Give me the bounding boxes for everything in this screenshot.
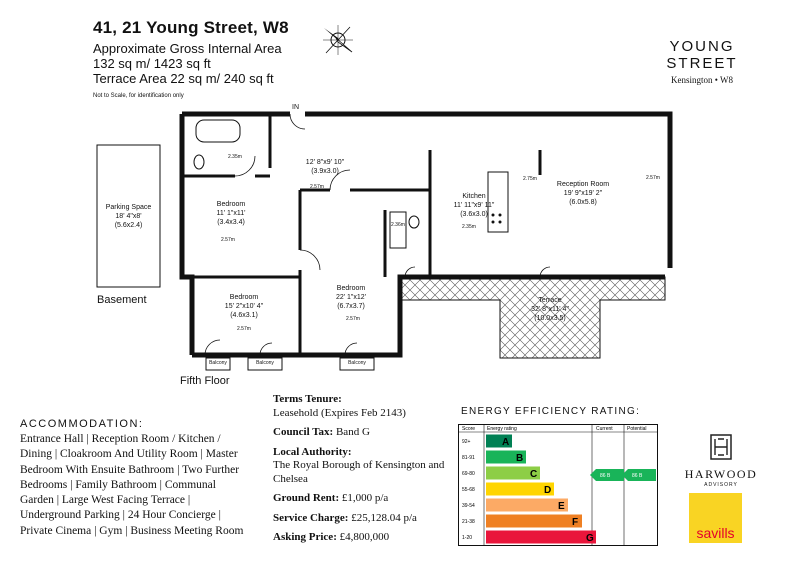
asking-price-label: Asking Price: xyxy=(273,531,337,543)
service-charge-value: £25,128.04 p/a xyxy=(351,511,417,524)
terrace-label: Terrace 32' 8"x11' 4" (10.0x3.5) xyxy=(531,297,569,322)
floor-label: Fifth Floor xyxy=(180,375,230,387)
eer-band-letter: D xyxy=(544,485,552,496)
accommodation-text: Entrance Hall | Reception Room / Kitchen / Dining | Cloakroom And Utility Room | Master Bedroom With Ensuite Bathroom | Two Further Bedrooms | Family Bathroom | Communal Garden | Large West Facing Terrace | Underground Parking | 24 Hour Concierge | Private Cinema | Gym | Business Meeting Room xyxy=(20,433,244,537)
tenure-value: Leasehold (Expires Feb 2143) xyxy=(273,406,406,419)
brand-line1: YOUNG xyxy=(669,38,735,55)
savills-name: savills xyxy=(696,525,735,541)
reception-height: 2.57m xyxy=(646,175,660,181)
eer-band-letter: G xyxy=(586,533,594,544)
eer-current-value: 86 B xyxy=(600,473,611,479)
bedroom1-height: 2.57m xyxy=(221,237,235,243)
eer-potential-value: 86 B xyxy=(632,473,643,479)
balcony-label: Balcony xyxy=(256,360,274,366)
bath-height: 2.35m xyxy=(228,154,242,160)
parking-label: Parking Space 18' 4"x8' (5.6x2.4) xyxy=(105,204,152,229)
harwood-name: HARWOOD xyxy=(684,467,758,481)
balcony-label: Balcony xyxy=(348,360,366,366)
scale-disclaimer: Not to Scale, for identification only xyxy=(93,93,184,99)
in-label: IN xyxy=(292,104,299,111)
eer-col-rating: Energy rating xyxy=(487,426,517,432)
eer-band-range: 21-38 xyxy=(462,519,475,525)
reception-label: Reception Room 19' 9"x19' 2" (6.0x5.8) xyxy=(556,181,610,206)
property-title: 41, 21 Young Street, W8 xyxy=(93,18,289,37)
council-tax-value: Band G xyxy=(335,426,370,438)
harwood-sub: ADVISORY xyxy=(704,482,738,488)
wall xyxy=(182,114,192,355)
eer-band-range: 1-20 xyxy=(462,535,473,541)
ground-rent-value: £1,000 p/a xyxy=(341,492,389,504)
eer-band-letter: A xyxy=(502,437,510,448)
eer-band-bar xyxy=(486,499,568,512)
eer-band-range: 69-80 xyxy=(462,471,475,477)
eer-col-potential: Potential xyxy=(627,426,647,432)
balcony-label: Balcony xyxy=(209,360,227,366)
eer-band-range: 92+ xyxy=(462,439,471,445)
area-main: 132 sq m/ 1423 sq ft xyxy=(93,56,211,71)
brand-location: Kensington • W8 xyxy=(671,75,733,85)
authority-value: The Royal Borough of Kensington and Chelsea xyxy=(273,459,445,485)
energy-heading: ENERGY EFFICIENCY RATING: xyxy=(461,406,641,417)
harwood-logo xyxy=(678,434,764,488)
eer-band-letter: E xyxy=(558,501,565,512)
hall-label: 12' 8"x9' 10" (3.9x3.0) xyxy=(305,159,345,175)
bedroom2-label: Bedroom 15' 2"x10' 4" (4.6x3.1) xyxy=(224,294,264,319)
ground-rent-label: Ground Rent: xyxy=(273,492,340,504)
kitchen-height2: 2.75m xyxy=(523,176,537,182)
service-charge-label: Service Charge: xyxy=(273,511,349,524)
hall-height: 2.57m xyxy=(310,184,324,190)
savills-logo xyxy=(689,493,742,543)
kitchen-height: 2.35m xyxy=(462,224,476,230)
eer-band-letter: B xyxy=(516,453,524,464)
energy-rating-chart xyxy=(458,424,658,546)
bedroom3-label: Bedroom 22' 1"x12' (6.7x3.7) xyxy=(335,285,367,310)
eer-band-bar xyxy=(486,515,582,528)
tenure-label: Terms Tenure: xyxy=(273,393,342,405)
authority-label: Local Authority: xyxy=(273,445,352,458)
ensuite-height: 2.36m xyxy=(391,222,405,228)
eer-col-score: Score xyxy=(462,426,476,432)
council-tax-label: Council Tax: xyxy=(273,426,334,438)
bedroom3-height: 2.57m xyxy=(346,316,360,322)
terms-panel xyxy=(273,393,453,551)
area-heading: Approximate Gross Internal Area xyxy=(93,41,282,56)
bedroom2-height: 2.57m xyxy=(237,326,251,332)
kitchen-label: Kitchen 11' 11"x9' 11" (3.6x3.0) xyxy=(453,193,495,218)
asking-price-value: £4,800,000 xyxy=(339,531,390,543)
accommodation-heading: ACCOMMODATION: xyxy=(20,418,144,430)
eer-band-range: 55-68 xyxy=(462,487,475,493)
bedroom1-label: Bedroom 11' 1"x11' (3.4x3.4) xyxy=(216,201,246,226)
eer-band-letter: C xyxy=(530,469,538,480)
eer-band-range: 81-91 xyxy=(462,455,475,461)
brand-line2: STREET xyxy=(666,55,738,72)
basement-label: Basement xyxy=(97,294,147,306)
eer-band-letter: F xyxy=(572,517,579,528)
area-terrace: Terrace Area 22 sq m/ 240 sq ft xyxy=(93,71,274,86)
eer-col-current: Current xyxy=(596,426,613,432)
eer-band-range: 39-54 xyxy=(462,503,475,509)
harwood-emblem-icon xyxy=(709,434,733,460)
eer-band-bar xyxy=(486,531,596,544)
